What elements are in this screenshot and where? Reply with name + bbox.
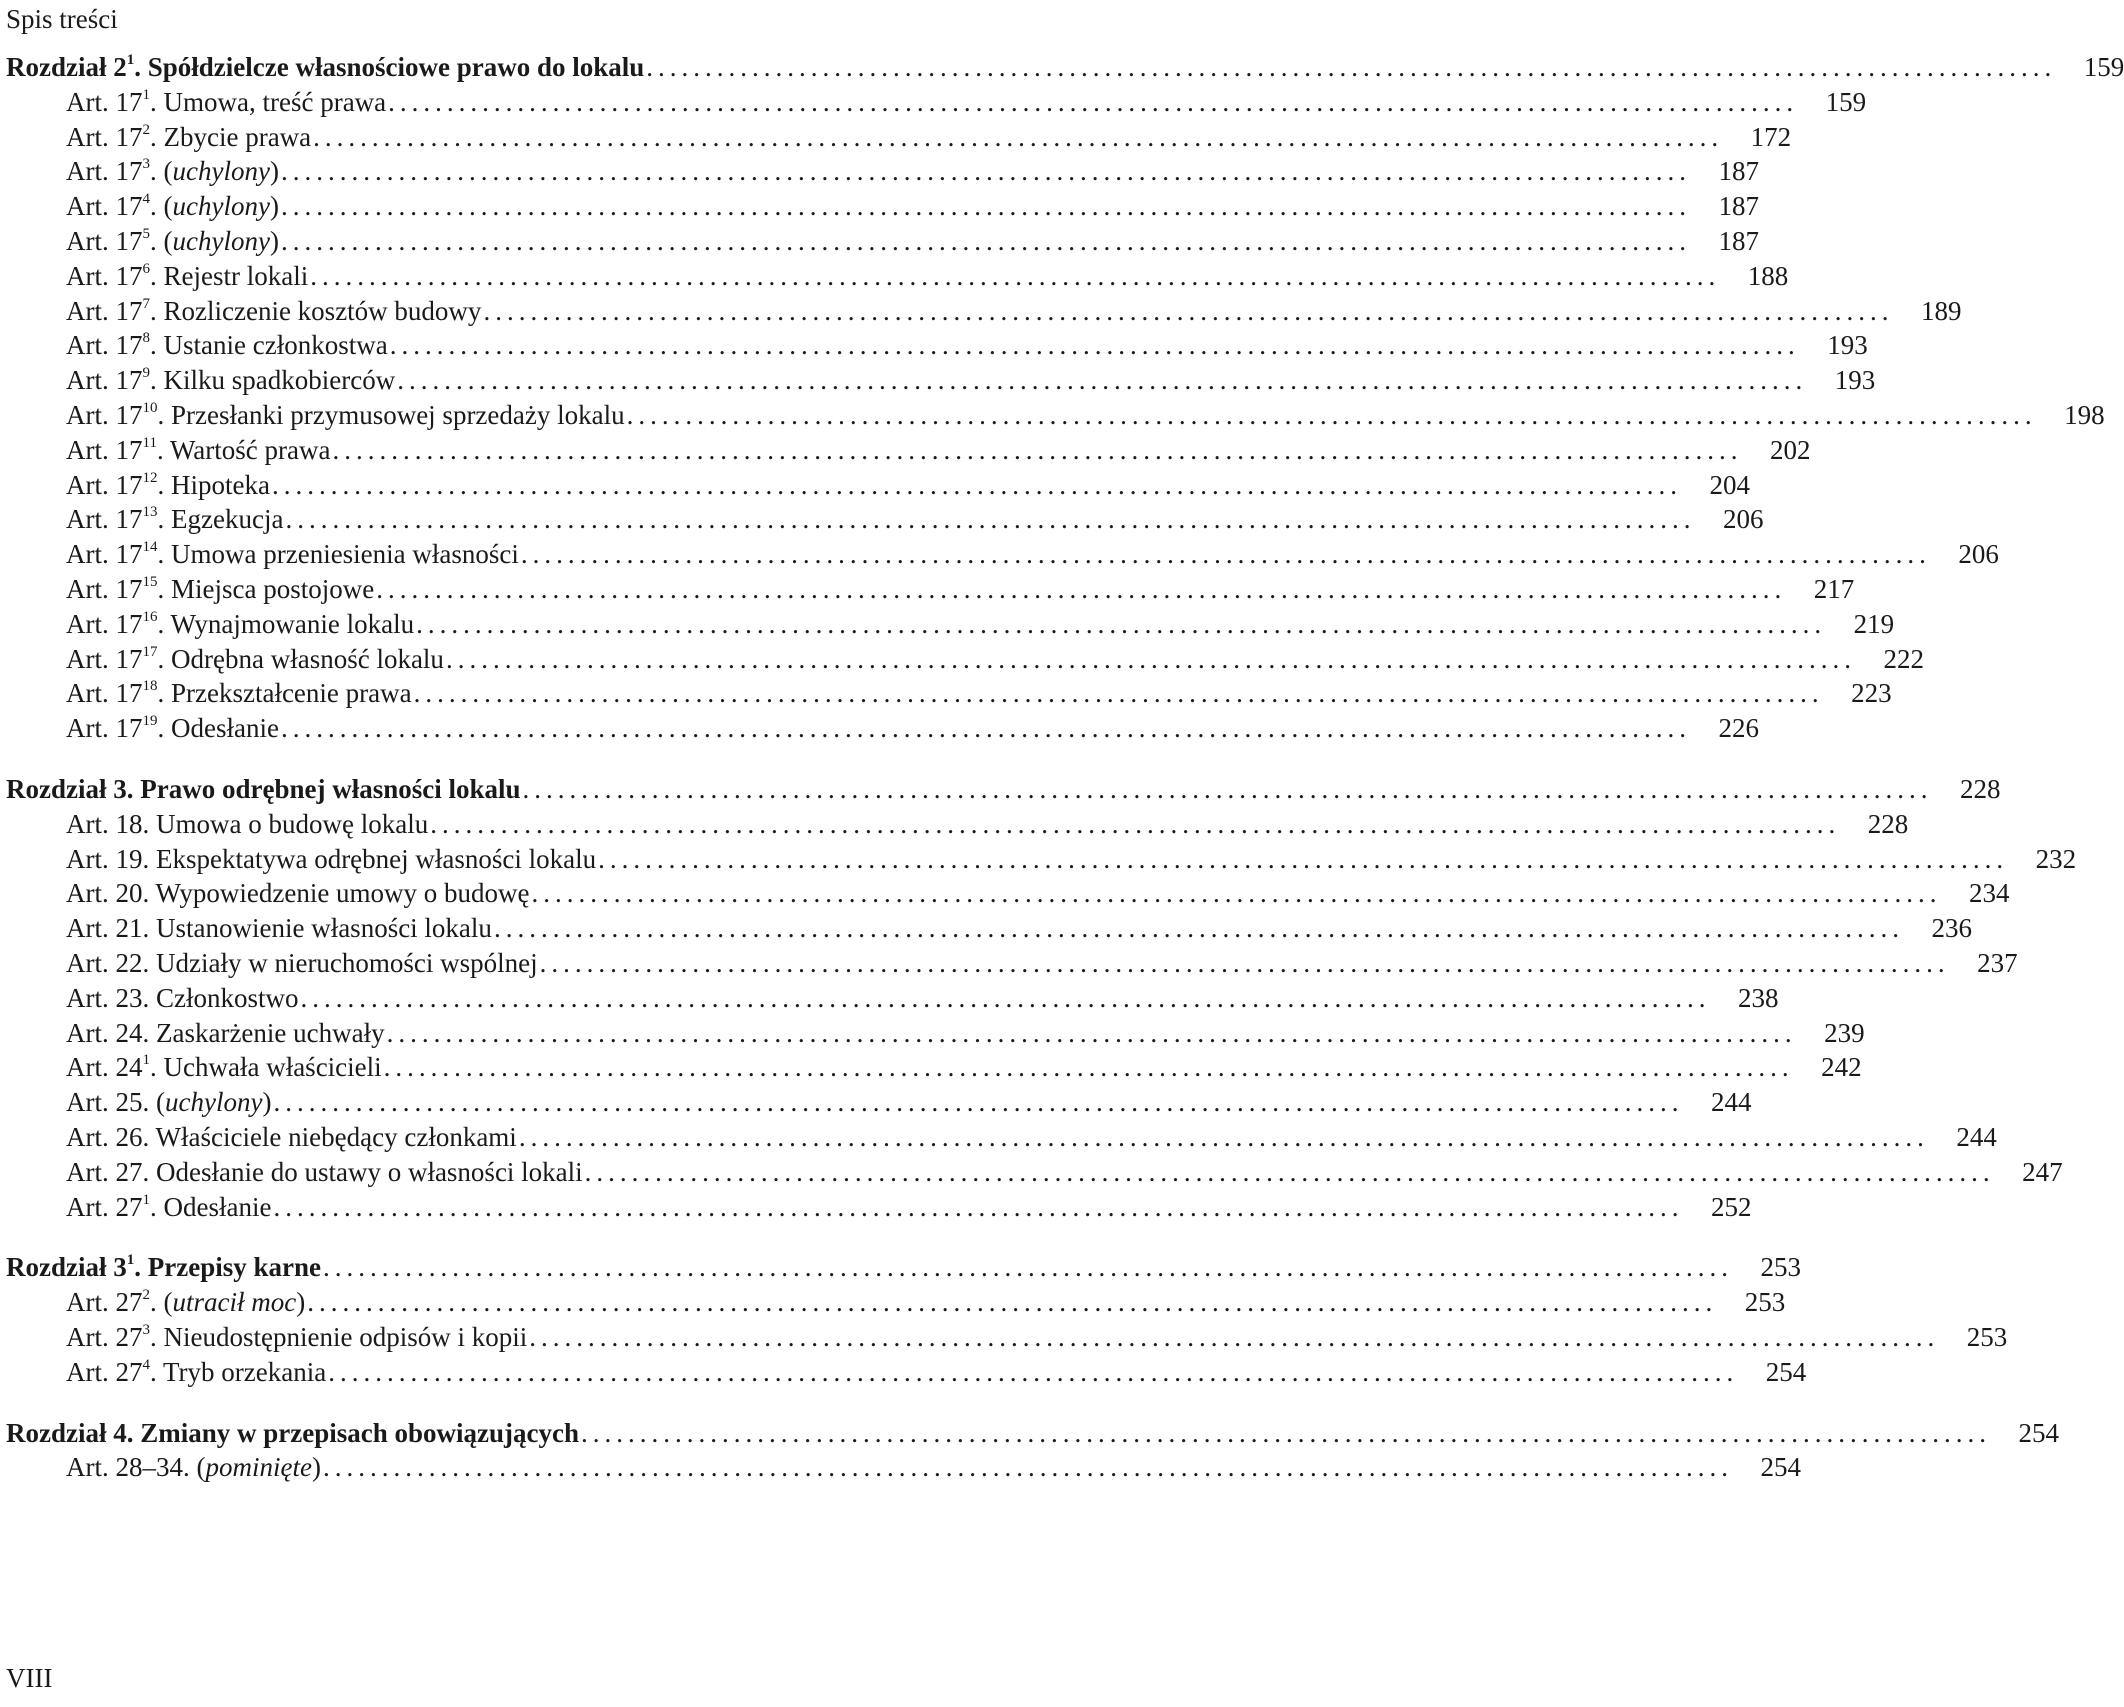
entry-prefix: Art. 17 xyxy=(66,713,143,744)
entry-sup: 4 xyxy=(142,191,150,208)
page-number: 187 xyxy=(1718,226,1759,256)
dot-leader: ........................................................................................................................ xyxy=(307,1287,1718,1318)
article-entry[interactable] xyxy=(66,152,1759,190)
entry-title xyxy=(66,396,625,434)
entry-prefix: Art. 17 xyxy=(66,643,143,674)
entry-title xyxy=(66,1048,382,1086)
page-number: 206 xyxy=(1958,539,1999,570)
entry-title xyxy=(66,1188,271,1226)
page-number: 253 xyxy=(1744,1287,1786,1318)
page-number: 202 xyxy=(1769,434,1811,465)
dot-leader: ........................................................................................................................ xyxy=(280,713,1691,744)
page-number: 238 xyxy=(1738,982,1779,1013)
entry-prefix: Art. 17 xyxy=(66,295,143,326)
dot-leader: ........................................................................................................................ xyxy=(581,1417,1991,1448)
dot-leader: ........................................................................................................................ xyxy=(322,1452,1733,1483)
dot-leader: ........................................................................................................................ xyxy=(389,330,1800,361)
page-number: 198 xyxy=(2064,400,2105,430)
entry-title xyxy=(66,709,279,747)
entry-rest: . Egzekucja xyxy=(157,504,284,535)
entry-title xyxy=(6,770,521,808)
entry-prefix: Art. 27 xyxy=(66,1191,143,1222)
dot-leader: ........................................................................................................................ xyxy=(598,843,2009,874)
article-entry[interactable] xyxy=(66,222,1759,260)
page-number: 242 xyxy=(1821,1052,1862,1083)
article-entry[interactable] xyxy=(66,1283,1786,1321)
entry-rest: . Umowa, treść prawa xyxy=(150,86,387,117)
entry-italic: uchylony xyxy=(172,156,270,187)
entry-italic: uchylony xyxy=(172,226,270,256)
page-number: 159 xyxy=(1825,86,1867,117)
entry-title xyxy=(66,840,596,878)
entry-title xyxy=(66,944,538,982)
page-number: 252 xyxy=(1710,1191,1752,1222)
entry-prefix: Art. 17 xyxy=(66,539,143,570)
entry-sup: 1 xyxy=(142,1191,150,1208)
page-number: 226 xyxy=(1718,713,1759,744)
page-number: 253 xyxy=(1760,1252,1801,1283)
dot-leader: ........................................................................................................................ xyxy=(626,400,2037,430)
dot-leader: ........................................................................................................................ xyxy=(518,1122,1929,1152)
dot-leader: ........................................................................................................................ xyxy=(280,191,1691,222)
entry-prefix: Art. 27. Odesłanie do ustawy o własności lokali xyxy=(66,1156,583,1187)
article-entry[interactable] xyxy=(66,396,2105,434)
entry-sup: 1 xyxy=(126,52,135,68)
page-number: 217 xyxy=(1813,574,1855,604)
article-entry[interactable] xyxy=(66,118,1792,156)
article-entry[interactable] xyxy=(66,500,1764,538)
entry-title xyxy=(66,805,428,843)
entry-sup: 15 xyxy=(142,574,158,590)
article-entry[interactable] xyxy=(66,1048,1862,1086)
entry-italic: utracił moc xyxy=(172,1287,297,1318)
entry-title xyxy=(66,979,299,1017)
entry-sup: 3 xyxy=(142,156,150,173)
entry-sup: 1 xyxy=(126,1252,135,1269)
entry-sup: 18 xyxy=(142,678,158,695)
entry-title xyxy=(6,1414,579,1452)
article-entry[interactable] xyxy=(66,1153,2063,1191)
entry-sup: 19 xyxy=(142,713,158,730)
entry-sup: 13 xyxy=(142,504,158,521)
entry-rest: . ( xyxy=(150,156,173,187)
entry-italic: uchylony xyxy=(172,191,270,222)
entry-rest: . Umowa przeniesienia własności xyxy=(157,539,519,570)
page-number: 254 xyxy=(1760,1452,1801,1483)
dot-leader: ........................................................................................................................ xyxy=(280,156,1691,187)
article-entry[interactable] xyxy=(66,605,1895,643)
dot-leader: ........................................................................................................................ xyxy=(328,1356,1739,1387)
entry-prefix: Art. 19. Ekspektatywa odrębnej własności lokalu xyxy=(66,843,597,874)
entry-italic: uchylony xyxy=(164,1087,263,1118)
page-number: 228 xyxy=(1867,808,1909,839)
entry-prefix: Art. 17 xyxy=(66,226,143,256)
dot-leader: ........................................................................................................................ xyxy=(383,1052,1794,1083)
entry-rest: . Odesłanie xyxy=(150,1191,272,1222)
page-number: 193 xyxy=(1834,365,1876,396)
page-number: 234 xyxy=(1969,878,2010,909)
dot-leader: ........................................................................................................................ xyxy=(416,608,1827,639)
entry-rest: . Wartość prawa xyxy=(156,434,331,465)
dot-leader: ........................................................................................................................ xyxy=(300,982,1711,1013)
page-number: 244 xyxy=(1710,1087,1752,1118)
entry-tail: ) xyxy=(269,191,279,222)
entry-italic: pominięte xyxy=(205,1452,312,1483)
entry-title xyxy=(66,326,388,364)
dot-leader: ........................................................................................................................ xyxy=(493,913,1904,944)
entry-prefix: Art. 27 xyxy=(66,1287,143,1318)
chapter-entry[interactable] xyxy=(6,1248,1801,1286)
entry-rest: . Uchwała właścicieli xyxy=(150,1052,382,1083)
page-number: 223 xyxy=(1851,678,1892,709)
page-number: 254 xyxy=(1765,1356,1807,1387)
dot-leader: ........................................................................................................................ xyxy=(445,643,1856,674)
dot-leader: ........................................................................................................................ xyxy=(280,226,1691,256)
dot-leader: ........................................................................................................................ xyxy=(584,1156,1995,1187)
entry-sup: 2 xyxy=(142,121,150,138)
entry-title xyxy=(66,292,481,330)
entry-prefix: Art. 17 xyxy=(66,156,143,187)
chapter-entry[interactable] xyxy=(6,48,2124,86)
entry-title xyxy=(6,1248,321,1286)
entry-prefix: Art. 17 xyxy=(66,504,143,535)
entry-prefix: Art. 17 xyxy=(66,469,143,500)
entry-title xyxy=(66,83,386,121)
entry-rest: . ( xyxy=(150,226,173,256)
entry-title xyxy=(6,48,644,86)
entry-sup: 5 xyxy=(142,226,150,242)
article-entry[interactable] xyxy=(66,840,2077,878)
page-number: 228 xyxy=(1960,774,2001,804)
article-entry[interactable] xyxy=(66,909,1972,947)
entry-prefix: Art. 27 xyxy=(66,1356,143,1387)
entry-prefix: Art. 21. Ustanowienie własności lokalu xyxy=(66,913,492,944)
article-entry[interactable] xyxy=(66,1318,2008,1356)
dot-leader: ........................................................................................................................ xyxy=(310,260,1721,291)
entry-title xyxy=(66,605,414,643)
article-entry[interactable] xyxy=(66,979,1779,1017)
entry-prefix: Art. 23. Członkostwo xyxy=(66,982,299,1013)
page-number: 188 xyxy=(1747,260,1789,291)
dot-leader: ........................................................................................................................ xyxy=(322,1252,1733,1283)
entry-title xyxy=(66,1318,527,1356)
chapter-entry[interactable] xyxy=(6,770,2001,808)
article-entry[interactable] xyxy=(66,1083,1752,1121)
page-number: 222 xyxy=(1883,643,1924,674)
entry-prefix: Art. 22. Udziały w nieruchomości wspólnej xyxy=(66,948,538,978)
entry-sup: 12 xyxy=(142,469,158,486)
entry-prefix: Rozdział 2 xyxy=(6,52,127,82)
entry-title xyxy=(66,874,530,912)
entry-title xyxy=(66,674,412,712)
article-entry[interactable] xyxy=(66,570,1855,608)
entry-sup: 11 xyxy=(142,434,157,451)
dot-leader: ........................................................................................................................ xyxy=(273,1191,1684,1222)
entry-sup: 2 xyxy=(142,1287,150,1304)
entry-title xyxy=(66,1153,583,1191)
entry-rest: . Odesłanie xyxy=(157,713,279,744)
page-number: 239 xyxy=(1824,1017,1865,1048)
entry-prefix: Art. 17 xyxy=(66,574,143,604)
entry-sup: 8 xyxy=(142,330,150,347)
article-entry[interactable] xyxy=(66,1118,1997,1156)
dot-leader: ........................................................................................................................ xyxy=(397,365,1808,396)
entry-sup: 4 xyxy=(142,1356,150,1373)
page-number: 187 xyxy=(1718,156,1759,187)
entry-rest: . Zbycie prawa xyxy=(150,121,312,152)
entry-title xyxy=(66,1353,326,1391)
entry-title xyxy=(66,187,279,225)
entry-title xyxy=(66,152,279,190)
entry-prefix: Art. 20. Wypowiedzenie umowy o budowę xyxy=(66,878,530,909)
entry-prefix: Art. 24. Zaskarżenie uchwały xyxy=(66,1017,385,1048)
entry-rest: . Rozliczenie kosztów budowy xyxy=(150,295,482,326)
entry-rest: . Hipoteka xyxy=(157,469,270,500)
entry-prefix: Art. 17 xyxy=(66,260,143,291)
entry-prefix: Art. 27 xyxy=(66,1322,143,1352)
article-entry[interactable] xyxy=(66,944,2018,982)
article-entry[interactable] xyxy=(66,326,1868,364)
entry-title xyxy=(66,118,311,156)
entry-rest: . Kilku spadkobierców xyxy=(150,365,396,396)
article-entry[interactable] xyxy=(66,874,2010,912)
entry-prefix: Rozdział 3. Prawo odrębnej własności lokalu xyxy=(6,774,521,804)
dot-leader: ........................................................................................................................ xyxy=(520,539,1931,570)
page-number: 232 xyxy=(2035,843,2077,874)
entry-title xyxy=(66,1118,517,1156)
page-number: 189 xyxy=(1920,295,1962,326)
entry-rest: . Wynajmowanie lokalu xyxy=(157,608,415,639)
entry-tail: ) xyxy=(311,1452,321,1483)
entry-title xyxy=(66,640,444,678)
entry-rest: . Przekształcenie prawa xyxy=(157,678,412,709)
page-number: 244 xyxy=(1956,1122,1997,1152)
entry-sup: 6 xyxy=(142,260,150,277)
dot-leader: ........................................................................................................................ xyxy=(529,1322,1940,1352)
article-entry[interactable] xyxy=(66,674,1892,712)
entry-rest: . Nieudostępnienie odpisów i kopii xyxy=(150,1322,528,1352)
running-header: Spis treści xyxy=(6,4,118,34)
entry-rest: . ( xyxy=(150,191,173,222)
page-number: 219 xyxy=(1853,608,1895,639)
entry-rest: . Miejsca postojowe xyxy=(157,574,375,604)
entry-prefix: Art. 17 xyxy=(66,608,143,639)
article-entry[interactable] xyxy=(66,83,1867,121)
page-number: 253 xyxy=(1966,1322,2008,1352)
page-number: 247 xyxy=(2022,1156,2063,1187)
entry-prefix: Art. 17 xyxy=(66,330,143,361)
page-number: 236 xyxy=(1931,913,1972,944)
page-number: 206 xyxy=(1722,504,1764,535)
entry-prefix: Art. 28–34. ( xyxy=(66,1452,206,1483)
chapter-entry[interactable] xyxy=(6,1414,2059,1452)
dot-leader: ........................................................................................................................ xyxy=(386,1017,1797,1048)
entry-rest: . Przesłanki przymusowej sprzedaży lokalu xyxy=(157,400,625,430)
page-number: 187 xyxy=(1718,191,1759,222)
article-entry[interactable] xyxy=(66,431,1811,469)
entry-title xyxy=(66,466,270,504)
entry-prefix: Art. 17 xyxy=(66,121,143,152)
entry-title xyxy=(66,222,279,260)
article-entry[interactable] xyxy=(66,805,1909,843)
article-entry[interactable] xyxy=(66,709,1759,747)
entry-sup: 9 xyxy=(142,365,150,382)
entry-prefix: Art. 17 xyxy=(66,678,143,709)
entry-title xyxy=(66,909,492,947)
entry-sup: 7 xyxy=(142,295,150,312)
page-number: 237 xyxy=(1977,948,2018,978)
page-number: 172 xyxy=(1750,121,1792,152)
entry-rest: . Przepisy karne xyxy=(134,1252,321,1283)
entry-title xyxy=(66,535,519,573)
entry-prefix: Rozdział 4. Zmiany w przepisach obowiązujących xyxy=(6,1417,579,1448)
dot-leader: ........................................................................................................................ xyxy=(531,878,1942,909)
entry-sup: 16 xyxy=(142,608,158,625)
entry-tail: ) xyxy=(262,1087,272,1118)
entry-title xyxy=(66,1448,321,1486)
entry-prefix: Art. 26. Właściciele niebędący członkami xyxy=(66,1122,517,1152)
page-number: 204 xyxy=(1709,469,1750,500)
article-entry[interactable] xyxy=(66,292,1962,330)
entry-prefix: Art. 18. Umowa o budowę lokalu xyxy=(66,808,429,839)
entry-title xyxy=(66,1014,385,1052)
entry-rest: . ( xyxy=(150,1287,173,1318)
dot-leader: ........................................................................................................................ xyxy=(646,52,2057,82)
entry-sup: 17 xyxy=(142,643,158,660)
entry-rest: . Odrębna własność lokalu xyxy=(157,643,444,674)
entry-prefix: Art. 17 xyxy=(66,86,143,117)
article-entry[interactable] xyxy=(66,1353,1807,1391)
dot-leader: ........................................................................................................................ xyxy=(313,121,1724,152)
entry-prefix: Rozdział 3 xyxy=(6,1252,127,1283)
entry-title xyxy=(66,431,330,469)
page-number: 159 xyxy=(2083,52,2124,82)
entry-tail: ) xyxy=(296,1287,306,1318)
entry-sup: 3 xyxy=(142,1322,150,1338)
article-entry[interactable] xyxy=(66,1014,1865,1052)
dot-leader: ........................................................................................................................ xyxy=(388,86,1799,117)
entry-title xyxy=(66,570,374,608)
article-entry[interactable] xyxy=(66,257,1789,295)
entry-title xyxy=(66,361,395,399)
entry-prefix: Art. 25. ( xyxy=(66,1087,165,1118)
entry-title xyxy=(66,1283,305,1321)
dot-leader: ........................................................................................................................ xyxy=(430,808,1841,839)
dot-leader: ........................................................................................................................ xyxy=(271,469,1682,500)
entry-sup: 1 xyxy=(142,1052,150,1069)
entry-rest: . Spółdzielcze własnościowe prawo do lokalu xyxy=(134,52,645,82)
entry-sup: 1 xyxy=(142,86,150,103)
page-number: 193 xyxy=(1827,330,1868,361)
dot-leader: ........................................................................................................................ xyxy=(273,1087,1684,1118)
entry-title xyxy=(66,500,283,538)
article-entry[interactable] xyxy=(66,361,1876,399)
entry-tail: ) xyxy=(269,156,279,187)
entry-prefix: Art. 17 xyxy=(66,191,143,222)
dot-leader: ........................................................................................................................ xyxy=(285,504,1696,535)
article-entry[interactable] xyxy=(66,640,1924,678)
dot-leader: ........................................................................................................................ xyxy=(539,948,1950,978)
page-number-footer: VIII xyxy=(6,1663,53,1693)
article-entry[interactable] xyxy=(66,187,1759,225)
entry-rest: . Tryb orzekania xyxy=(150,1356,327,1387)
dot-leader: ........................................................................................................................ xyxy=(332,434,1743,465)
article-entry[interactable] xyxy=(66,1448,1801,1486)
dot-leader: ........................................................................................................................ xyxy=(376,574,1787,604)
entry-prefix: Art. 17 xyxy=(66,434,143,465)
entry-prefix: Art. 17 xyxy=(66,400,143,430)
entry-rest: . Ustanie członkostwa xyxy=(150,330,388,361)
article-entry[interactable] xyxy=(66,1188,1752,1226)
article-entry[interactable] xyxy=(66,466,1750,504)
entry-prefix: Art. 24 xyxy=(66,1052,143,1083)
dot-leader: ........................................................................................................................ xyxy=(413,678,1824,709)
page-number: 254 xyxy=(2018,1417,2059,1448)
dot-leader: ........................................................................................................................ xyxy=(483,295,1894,326)
article-entry[interactable] xyxy=(66,535,1999,573)
entry-title xyxy=(66,257,308,295)
entry-prefix: Art. 17 xyxy=(66,365,143,396)
entry-sup: 10 xyxy=(142,400,158,416)
entry-rest: . Rejestr lokali xyxy=(150,260,309,291)
entry-tail: ) xyxy=(269,226,279,256)
entry-sup: 14 xyxy=(142,539,158,556)
dot-leader: ........................................................................................................................ xyxy=(522,774,1933,804)
entry-title xyxy=(66,1083,271,1121)
